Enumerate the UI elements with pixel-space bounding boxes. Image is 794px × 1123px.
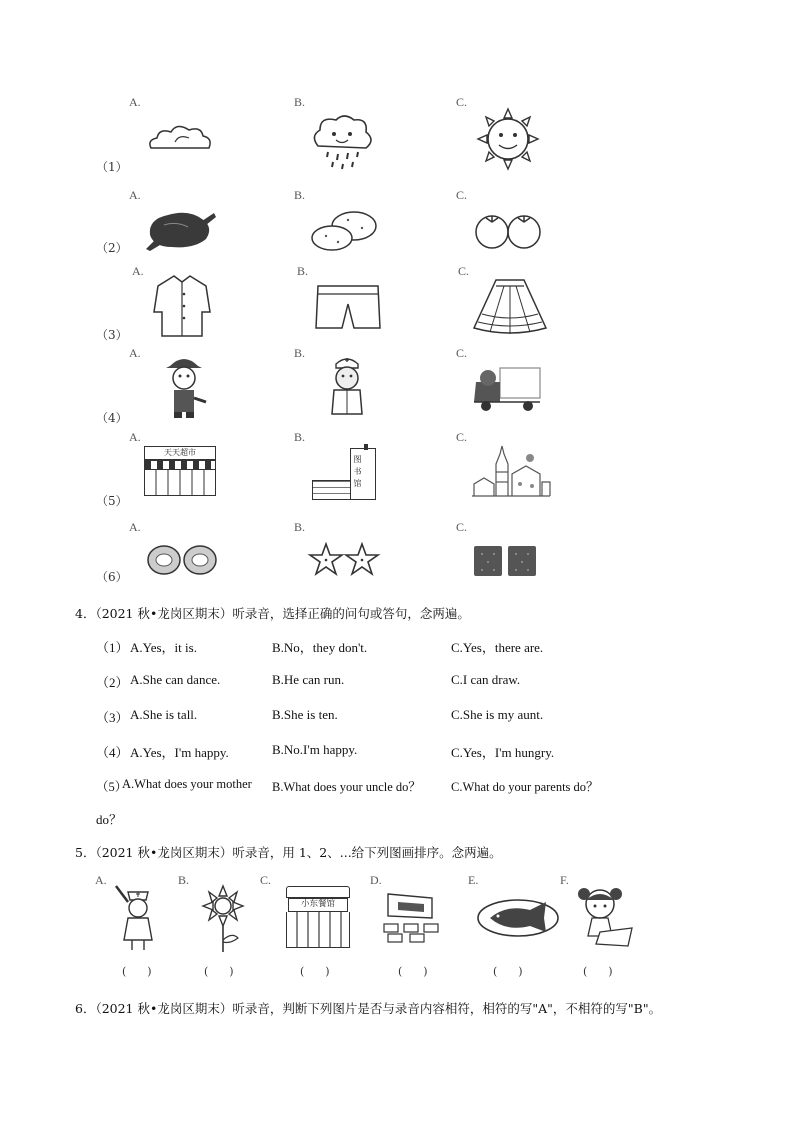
question-5-heading: 5．（2021 秋•龙岗区期末）听录音，用 1、2、...给下列图画排序。念两遍。 xyxy=(75,845,502,860)
choice-c: C.She is my aunt. xyxy=(451,707,544,722)
question-number: （3） xyxy=(96,710,129,725)
option-label-a: A. xyxy=(95,873,107,887)
shop-sign: 天天超市 xyxy=(144,446,216,460)
option-label-c: C. xyxy=(458,264,470,278)
option-label-a: A. xyxy=(129,188,141,202)
option-label-a: A. xyxy=(129,430,141,444)
option-label-e: E. xyxy=(468,873,479,887)
option-label-b: B. xyxy=(178,873,190,887)
answer-blank[interactable]: ( ) xyxy=(300,965,330,978)
answer-blank[interactable]: ( ) xyxy=(398,965,428,978)
sunflower-icon xyxy=(198,884,248,954)
option-label-a: A. xyxy=(129,346,141,360)
answer-blank[interactable]: ( ) xyxy=(122,965,152,978)
choice-b: B.She is ten. xyxy=(272,707,338,722)
choice-b: B.No.I'm happy. xyxy=(272,742,358,757)
question-number: （1） xyxy=(96,160,128,174)
roast-chicken-icon xyxy=(144,205,216,253)
classroom-icon xyxy=(378,890,442,946)
question-number: （5） xyxy=(96,780,128,794)
cookies-icon xyxy=(146,542,218,578)
question-number: （4） xyxy=(96,411,128,425)
choice-a: A.What does your mother xyxy=(122,777,252,791)
potatoes-icon xyxy=(308,206,380,254)
crackers-icon xyxy=(472,544,538,580)
question-6-heading: 6．（2021 秋•龙岗区期末）听录音，判断下列图片是否与录音内容相符，相符的写"A"，不相符的写"B"。 xyxy=(75,1001,662,1016)
choice-a: A.Yes，it is. xyxy=(130,640,197,655)
doctor-icon xyxy=(324,352,370,420)
choice-a-continued: do？ xyxy=(96,812,123,827)
nurse-icon xyxy=(114,884,160,952)
question-number: （2） xyxy=(96,675,129,690)
question-number: （1） xyxy=(96,640,129,655)
option-label-b: B. xyxy=(297,264,309,278)
option-label-a: A. xyxy=(129,95,141,109)
girl-drawing-icon xyxy=(570,882,636,948)
city-skyline-icon xyxy=(470,444,552,500)
option-label-c: C. xyxy=(456,430,468,444)
cloud-icon xyxy=(145,118,217,156)
option-label-b: B. xyxy=(294,188,306,202)
option-label-c: C. xyxy=(456,520,468,534)
option-label-b: B. xyxy=(294,430,306,444)
choice-c: C.Yes，I'm hungry. xyxy=(451,745,555,760)
choice-c: C.What do your parents do？ xyxy=(451,780,599,794)
choice-b: B.No，they don't. xyxy=(272,640,368,655)
choice-b: B.He can run. xyxy=(272,672,345,687)
option-label-c: C. xyxy=(260,873,272,887)
option-label-c: C. xyxy=(456,188,468,202)
option-label-d: D. xyxy=(370,873,382,887)
choice-a: A.Yes，I'm happy. xyxy=(130,745,229,760)
choice-b: B.What does your uncle do？ xyxy=(272,780,421,794)
option-label-b: B. xyxy=(294,95,306,109)
delivery-truck-icon xyxy=(472,362,544,412)
firefighter-icon xyxy=(160,352,208,420)
restaurant-icon xyxy=(286,886,350,948)
restaurant-sign: 小东餐馆 xyxy=(288,898,348,912)
supermarket-icon xyxy=(144,446,216,496)
sun-icon xyxy=(472,106,544,172)
option-label-f: F. xyxy=(560,873,569,887)
library-building-icon xyxy=(312,444,378,500)
choice-a: A.She is tall. xyxy=(130,707,198,722)
skirt-icon xyxy=(470,276,550,338)
option-label-a: A. xyxy=(132,264,144,278)
answer-blank[interactable]: ( ) xyxy=(204,965,234,978)
question-4-heading: 4．（2021 秋•龙岗区期末）听录音，选择正确的问句或答句，念两遍。 xyxy=(75,606,470,621)
shirt-icon xyxy=(150,272,214,340)
rain-cloud-icon xyxy=(310,112,374,172)
tomatoes-icon xyxy=(472,208,546,250)
fish-dish-icon xyxy=(476,896,560,940)
star-cookies-icon xyxy=(308,542,380,580)
question-number: （6） xyxy=(96,570,128,584)
answer-blank[interactable]: ( ) xyxy=(583,965,613,978)
question-number: （2） xyxy=(96,241,128,255)
choice-c: C.Yes，there are. xyxy=(451,640,544,655)
option-label-b: B. xyxy=(294,520,306,534)
option-label-c: C. xyxy=(456,95,468,109)
question-number: （3） xyxy=(96,328,128,342)
choice-c: C.I can draw. xyxy=(451,672,521,687)
answer-blank[interactable]: ( ) xyxy=(493,965,523,978)
choice-a: A.She can dance. xyxy=(130,672,221,687)
question-number: （5） xyxy=(96,494,128,508)
option-label-a: A. xyxy=(129,520,141,534)
option-label-c: C. xyxy=(456,346,468,360)
question-number: （4） xyxy=(96,745,129,760)
option-label-b: B. xyxy=(294,346,306,360)
shorts-icon xyxy=(314,282,382,332)
library-sign: 图书馆 xyxy=(353,455,362,488)
